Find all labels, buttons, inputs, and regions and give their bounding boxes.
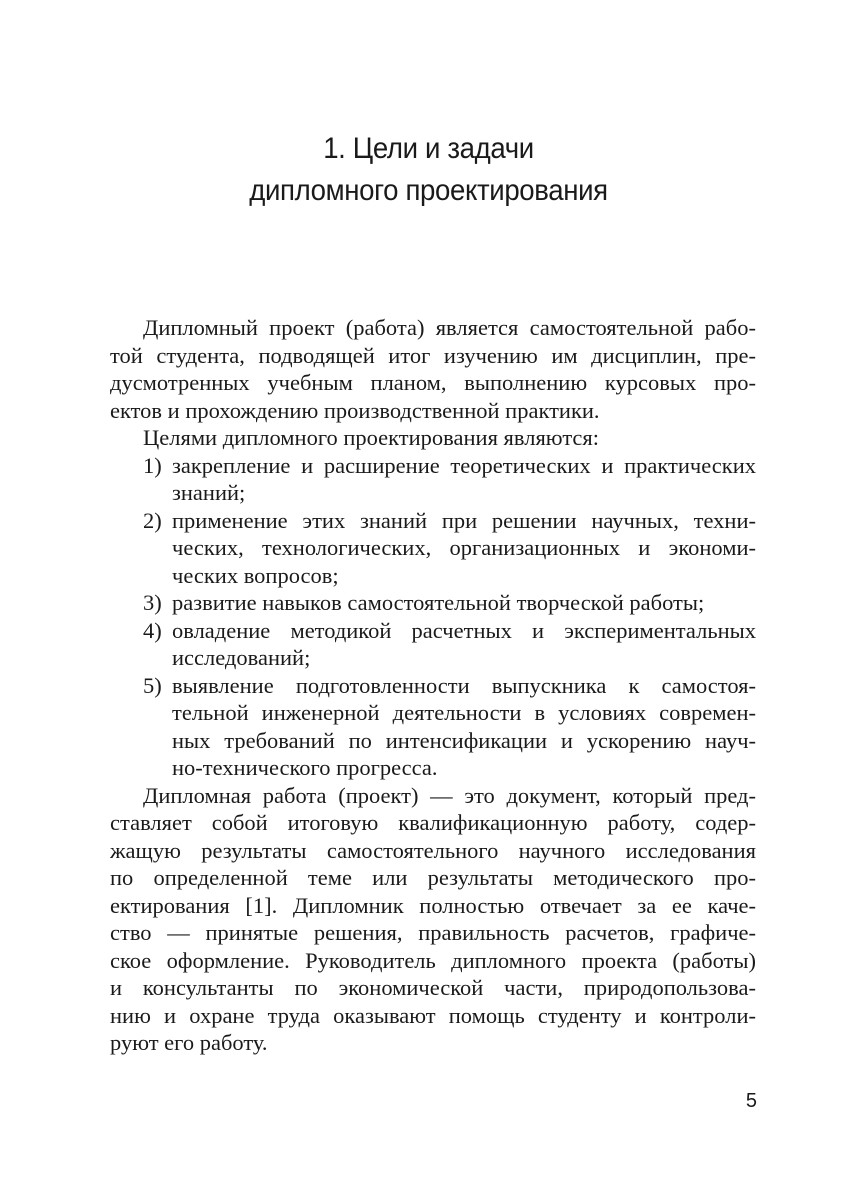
text-line: ство — принятые решения, правильность расчетов, графиче-: [110, 920, 756, 945]
list-item-number: 5): [143, 672, 162, 698]
goals-list: [110, 452, 756, 782]
text-line: ческих, технологических, организационных и экономи-: [172, 535, 756, 560]
list-item: [110, 589, 756, 617]
text-line: Дипломная работа (проект) — это документ, который пред-: [143, 782, 756, 808]
text-line: жащую результаты самостоятельного научного исследования: [110, 837, 756, 863]
text-line: тельной инженерной деятельности в условиях современ-: [172, 700, 756, 725]
text-line: выявление подготовленности выпускника к самостоя-: [172, 672, 756, 698]
text-line: той студента, подводящей итог изучению им дисциплин, пре-: [110, 342, 756, 368]
text-line: но-технического прогресса.: [172, 755, 438, 780]
text-line: по определенной теме или результаты методического про-: [110, 865, 756, 890]
text-line: ектов и прохождению производственной практики.: [110, 397, 600, 423]
page-number: 5: [745, 1090, 757, 1112]
text-line: дусмотренных учебным планом, выполнению курсовых про-: [110, 370, 756, 395]
chapter-title: [34, 128, 822, 212]
list-item-number: 4): [143, 617, 162, 643]
list-item-number: 3): [143, 590, 162, 615]
list-item: [110, 617, 756, 672]
text-line: ставляет собой итоговую квалификационную работу, содер-: [110, 810, 756, 835]
paragraph-intro: [110, 314, 756, 424]
text-line: и консультанты по экономической части, природопользова-: [110, 975, 756, 1000]
chapter-title-line-1: 1. Цели и задачи: [323, 132, 534, 165]
text-line: знаний;: [172, 480, 246, 505]
text-line: руют его работу.: [110, 1030, 268, 1055]
text-line: ектирования [1]. Дипломник полностью отвечает за ее каче-: [110, 892, 756, 918]
text-line: Дипломный проект (работа) является самостоятельной рабо-: [143, 315, 756, 340]
chapter-title-line-2: дипломного проектирования: [249, 174, 608, 207]
list-item: [110, 672, 756, 782]
text-line: закрепление и расширение теоретических и практических: [172, 452, 756, 478]
text-line: ческих вопросов;: [172, 562, 339, 588]
text-line: ское оформление. Руководитель дипломного проекта (работы): [110, 947, 756, 973]
text-line: развитие навыков самостоятельной творческой работы;: [172, 590, 705, 615]
body-text: [110, 314, 756, 1057]
text-line: применение этих знаний при решении научных, техни-: [172, 507, 756, 533]
list-item: [110, 507, 756, 590]
goals-intro: Целями дипломного проектирования являются:: [143, 425, 600, 450]
text-line: ных требований по интенсификации и ускорению науч-: [172, 727, 756, 753]
list-item: [110, 452, 756, 507]
list-item-number: 2): [143, 507, 162, 533]
text-line: нию и охране труда оказывают помощь студенту и контроли-: [110, 1002, 756, 1028]
list-item-number: 1): [143, 452, 162, 478]
text-line: исследований;: [172, 645, 311, 670]
text-line: овладение методикой расчетных и экспериментальных: [172, 617, 756, 643]
paragraph-definition: [110, 782, 756, 1057]
